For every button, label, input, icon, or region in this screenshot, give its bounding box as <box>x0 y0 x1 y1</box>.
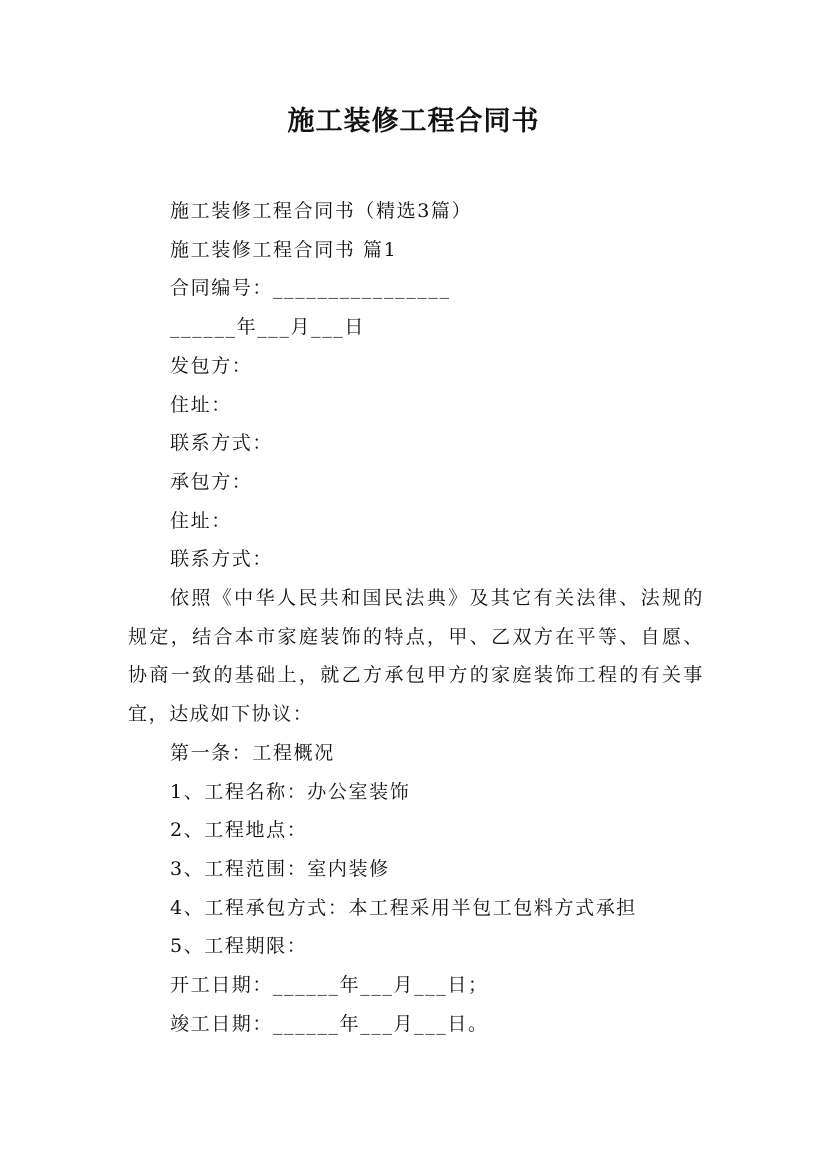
clause-item: 4、工程承包方式：本工程采用半包工包料方式承担 <box>170 896 637 919</box>
employer-address-label: 住址： <box>170 393 232 416</box>
date-line: ______年___月___日 <box>170 316 366 339</box>
document-body <box>128 192 704 1043</box>
employer-contact-label: 联系方式： <box>170 432 274 455</box>
start-date-line: 开工日期：______年___月___日； <box>170 974 489 997</box>
employer-label: 发包方： <box>170 354 253 377</box>
contractor-label: 承包方： <box>170 470 253 493</box>
document-title: 施工装修工程合同书 <box>287 106 540 137</box>
clause-item: 2、工程地点： <box>170 819 308 842</box>
contractor-contact-label: 联系方式： <box>170 548 274 571</box>
clause-heading: 第一条：工程概况 <box>170 741 335 764</box>
contractor-address-label: 住址： <box>170 509 232 532</box>
completion-date-line: 竣工日期：______年___月___日。 <box>170 1012 489 1035</box>
clause-item: 3、工程范围：室内装修 <box>170 857 390 880</box>
contract-number-line: 合同编号：________________ <box>170 277 451 300</box>
clause-item: 1、工程名称：办公室装饰 <box>170 780 411 803</box>
section-heading: 施工装修工程合同书 篇1 <box>170 238 398 261</box>
clause-item: 5、工程期限： <box>170 935 308 958</box>
subtitle-line: 施工装修工程合同书（精选3篇） <box>170 200 473 222</box>
agreement-paragraph: 依照《中华人民共和国民法典》及其它有关法律、法规的规定，结合本市家庭装饰的特点，甲、乙双方在平等、自愿、协商一致的基础上，就乙方承包甲方的家庭装饰工程的有关事宜，达成如下协议： <box>128 587 704 726</box>
